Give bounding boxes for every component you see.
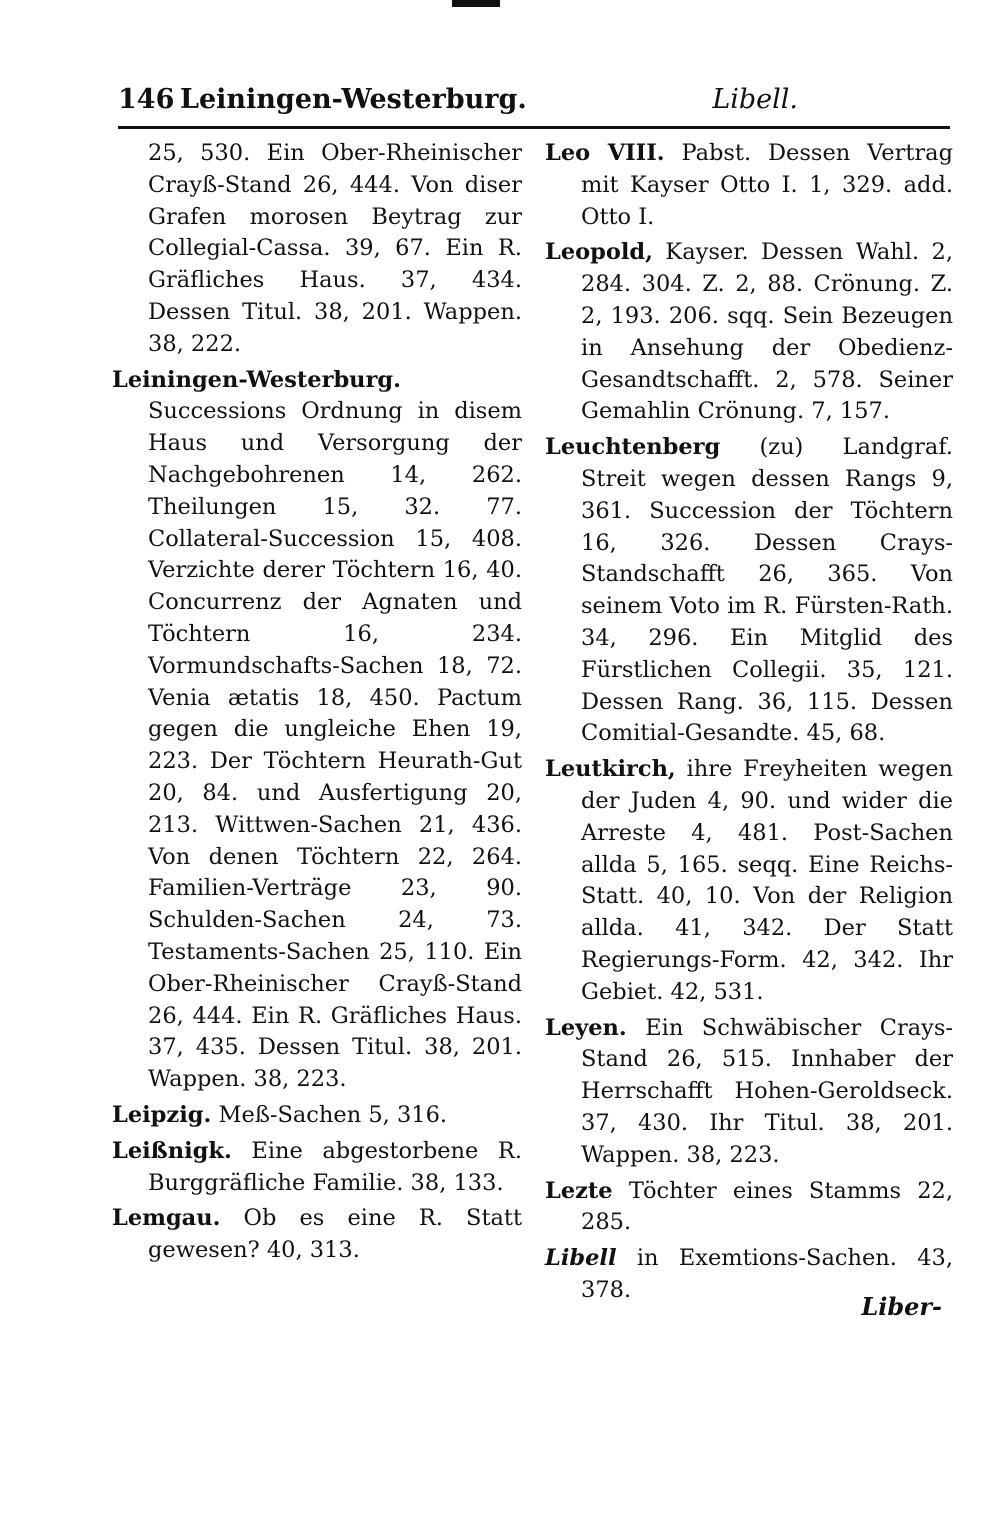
index-entry	[545, 237, 953, 428]
index-entry	[545, 1013, 953, 1172]
index-entry	[112, 365, 522, 1096]
index-entry	[112, 138, 522, 361]
right-column	[545, 138, 953, 1311]
top-edge-mark	[452, 0, 500, 7]
left-column	[112, 138, 522, 1271]
entry-text: Meß-Sachen 5, 316.	[218, 1101, 448, 1128]
header-catchterm: Libell.	[712, 84, 798, 115]
entry-head: Leipzig.	[112, 1101, 212, 1128]
entry-head: Leuchtenberg	[545, 434, 721, 461]
index-entry	[545, 138, 953, 233]
page-header	[118, 78, 798, 118]
page-number: 146	[118, 84, 175, 115]
entry-head: Leopold,	[545, 239, 653, 266]
entry-head: Leo VIII.	[545, 140, 665, 166]
running-head: Leiningen-Westerburg.	[180, 84, 527, 115]
entry-text: Ob es eine R. Statt gewesen? 40, 313.	[148, 1205, 522, 1264]
index-entry	[545, 754, 953, 1008]
entry-head: Leißnigk.	[112, 1137, 232, 1164]
entry-head: Leutkirch,	[545, 756, 676, 783]
entry-head: Leiningen-Westerburg.	[112, 366, 401, 393]
entry-text: (zu) Landgraf. Streit wegen dessen Rangs 9, 361. Succession der Töchtern 16, 326. Dessen Crays-Standschafft 26, 365. Von seinem Voto im R. Fürsten-Rath. 34, 296. Ein Mitglid des Fürstlichen Collegii. 35, 121. Dessen Rang. 36, 115. Dessen Comitial-Gesandte. 45, 68.	[581, 434, 953, 747]
entry-head: Libell	[545, 1245, 617, 1272]
index-entry	[112, 1136, 522, 1200]
entry-text: ihre Freyheiten wegen der Juden 4, 90. und wider die Arreste 4, 481. Post-Sachen allda 5, 165. seqq. Eine Reichs-Statt. 40, 10. Von der Religion allda. 41, 342. Der Statt Regierungs-Form. 42, 342. Ihr Gebiet. 42, 531.	[581, 756, 953, 1005]
header-rule	[118, 126, 950, 129]
entry-text: 25, 530. Ein Ober-Rheinischer Crayß-Stand 26, 444. Von diser Grafen morosen Beytrag zur Collegial-Cassa. 39, 67. Ein R. Gräfliches Haus. 37, 434. Dessen Titul. 38, 201. Wappen. 38, 222.	[148, 140, 522, 357]
index-entry	[112, 1100, 522, 1132]
entry-head: Leyen.	[545, 1014, 627, 1041]
entry-head: Lezte	[545, 1177, 613, 1204]
entry-text: Ein Schwäbischer Crays-Stand 26, 515. Innhaber der Herrschafft Hohen-Geroldseck. 37, 430. Ihr Titul. 38, 201. Wappen. 38, 223.	[581, 1014, 953, 1168]
index-entry	[545, 432, 953, 750]
entry-head: Lemgau.	[112, 1205, 221, 1232]
entry-text: Pabst. Dessen Vertrag mit Kayser Otto I. 1, 329. add. Otto I.	[581, 140, 953, 230]
index-entry	[112, 1203, 522, 1267]
entry-text: Eine abgestorbene R. Burggräfliche Familie. 38, 133.	[148, 1137, 522, 1196]
index-entry	[545, 1176, 953, 1240]
catchword: Liber-	[861, 1292, 942, 1321]
entry-text: Kayser. Dessen Wahl. 2, 284. 304. Z. 2, 88. Crönung. Z. 2, 193. 206. sqq. Sein Bezeugen in Ansehung der Obedienz-Gesandtschafft. 2, 578. Seiner Gemahlin Crönung. 7, 157.	[581, 239, 953, 425]
entry-text: Successions Ordnung in disem Haus und Versorgung der Nachgebohrenen 14, 262. Theilungen 15, 32. 77. Collateral-Succession 15, 408. Verzichte derer Töchtern 16, 40. Concurrenz der Agnaten und Töchtern 16, 234. Vormundschafts-Sachen 18, 72. Venia ætatis 18, 450. Pactum gegen die ungleiche Ehen 19, 223. Der Töchtern Heurath-Gut 20, 84. und Ausfertigung 20, 213. Wittwen-Sachen 21, 436. Von denen Töchtern 22, 264. Familien-Verträge 23, 90. Schulden-Sachen 24, 73. Testaments-Sachen 25, 110. Ein Ober-Rheinischer Crayß-Stand 26, 444. Ein R. Gräfliches Haus. 37, 435. Dessen Titul. 38, 201. Wappen. 38, 223.	[148, 398, 522, 1093]
entry-text: Töchter eines Stamms 22, 285.	[581, 1177, 953, 1236]
entry-text: in Exemtions-Sachen. 43, 378.	[581, 1245, 954, 1303]
